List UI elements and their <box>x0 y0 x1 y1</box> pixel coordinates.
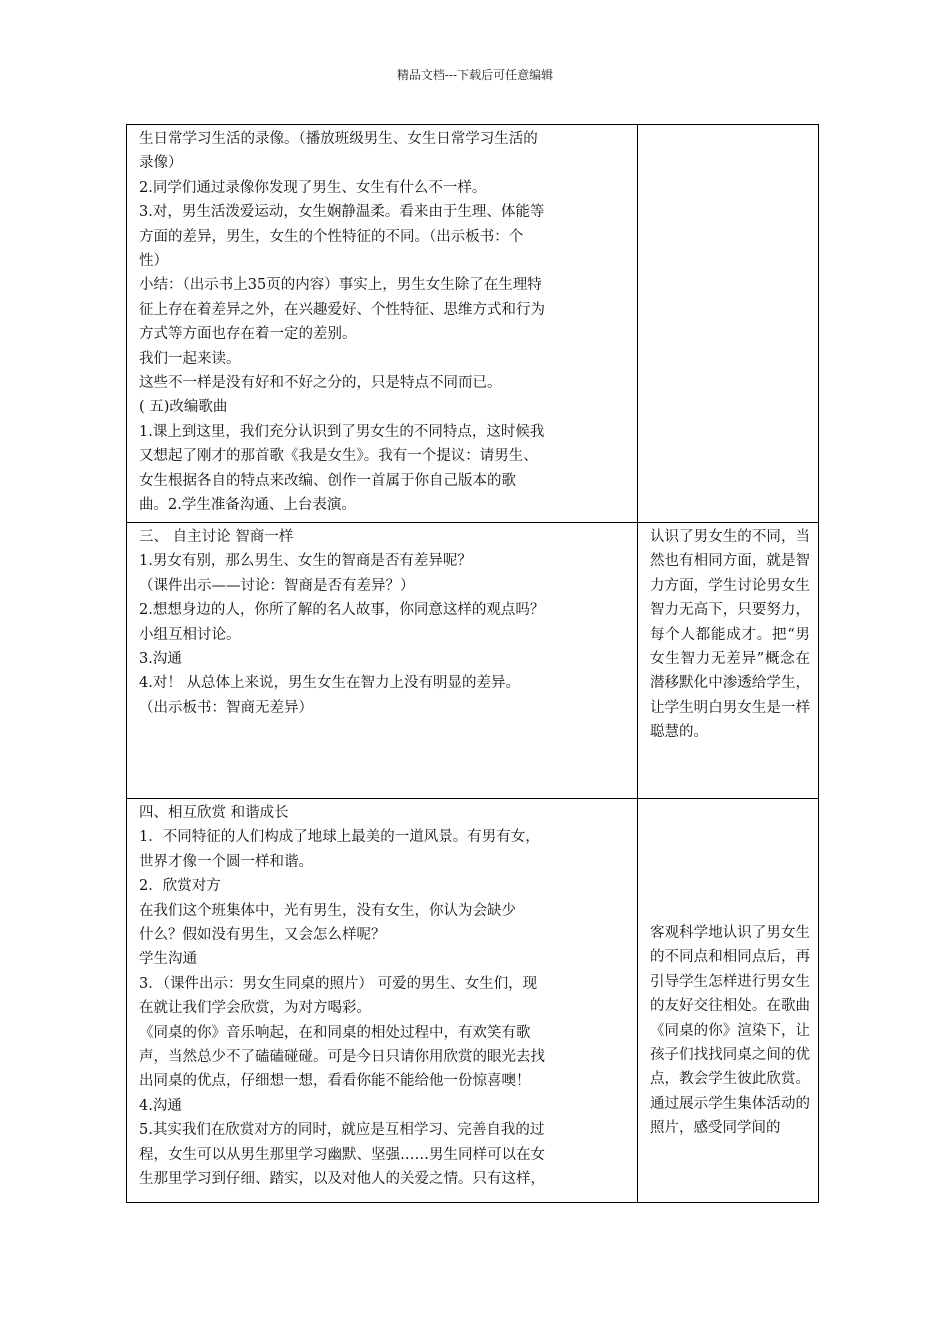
page-header: 精品文档---下载后可任意编辑 <box>396 68 554 82</box>
text-line: 征上存在着差异之外，在兴趣爱好、个性特征、思维方式和行为 <box>139 301 545 318</box>
cell-spacer <box>650 897 810 921</box>
text-line: 这些不一样是没有好和不好之分的，只是特点不同而已。 <box>139 375 502 392</box>
text-line: 女生根据各自的特点来改编、创作一首属于你自己版本的歌 <box>139 472 516 489</box>
text-line: 生日常学习生活的录像。（播放班级男生、女生日常学习生活的 <box>139 131 538 147</box>
text-line: 出同桌的优点，仔细想一想，看看你能不能给他一份惊喜噢！ <box>139 1073 531 1090</box>
lesson-plan-table <box>126 124 819 1203</box>
activity-cell <box>127 125 638 523</box>
text-line: 学生沟通 <box>139 951 197 968</box>
text-line: ( 五)改编歌曲 <box>139 399 228 416</box>
cell-spacer <box>650 825 810 849</box>
text-line: 《同桌的你》音乐响起，在和同桌的相处过程中，有欢笑有歌 <box>139 1024 531 1041</box>
text-line: 小组互相讨论。 <box>139 626 241 643</box>
text-line: 生那里学习到仔细、踏实，以及对他人的关爱之情。只有这样， <box>139 1171 545 1188</box>
section-heading: 四、相互欣赏 和谐成长 <box>139 805 289 821</box>
text-line: 4.沟通 <box>139 1097 182 1114</box>
text-line: 世界才像一个圆一样和谐。 <box>139 853 313 870</box>
text-line: 性） <box>139 253 168 270</box>
text-line: 在我们这个班集体中，光有男生，没有女生，你认为会缺少 <box>139 902 516 919</box>
text-line: 1.男女有别，那么男生、女生的智商是否有差异呢？ <box>139 553 472 570</box>
text-line: 又想起了刚才的那首歌《我是女生》。我有一个提议：请男生、 <box>139 448 538 465</box>
design-intent-cell <box>638 799 819 1203</box>
text-line: 1.课上到这里，我们充分认识到了男女生的不同特点，这时候我 <box>139 423 545 440</box>
table-row <box>127 125 819 523</box>
table-row <box>127 799 819 1203</box>
cell-spacer <box>650 849 810 873</box>
cell-spacer <box>650 873 810 897</box>
activity-cell <box>127 799 638 1203</box>
text-line: 3.沟通 <box>139 651 182 668</box>
text-line: 2.想想身边的人，你所了解的名人故事，你同意这样的观点吗？ <box>139 602 545 619</box>
text-line: 声，当然总少不了磕磕碰碰。可是今日只请你用欣赏的眼光去找 <box>139 1049 545 1066</box>
section-heading: 三、 自主讨论 智商一样 <box>139 529 294 545</box>
text-line: 2.同学们通过录像你发现了男生、女生有什么不一样。 <box>139 179 487 196</box>
text-line: （出示板书：智商无差异） <box>139 699 313 716</box>
text-line: 4.对！ 从总体上来说，男生女生在智力上没有明显的差异。 <box>139 675 520 692</box>
text-line: 我们一起来读。 <box>139 350 241 367</box>
design-intent-text: 客观科学地认识了男女生的不同点和相同点后，再引导学生怎样进行男女生的友好交往相处。在歌曲《同桌的你》渲染下，让孩子们找找同桌之间的优点，教会学生彼此欣赏。通过展示学生集体活动的照片，感受同学间的 <box>650 925 810 1137</box>
text-line: 1．不同特征的人们构成了地球上最美的一道风景。有男有女， <box>139 829 540 846</box>
text-line: 曲。2.学生准备沟通、上台表演。 <box>139 497 356 514</box>
text-line: 3.对，男生活泼爱运动，女生娴静温柔。看来由于生理、体能等 <box>139 204 545 221</box>
activity-cell <box>127 523 638 799</box>
text-line: 5.其实我们在欣赏对方的同时，就应是互相学习、完善自我的过 <box>139 1122 545 1139</box>
design-intent-cell <box>638 125 819 523</box>
text-line: 小结：（出示书上35页的内容）事实上，男生女生除了在生理特 <box>139 277 542 294</box>
table-row <box>127 523 819 799</box>
text-line: 2．欣赏对方 <box>139 878 221 895</box>
cell-spacer <box>650 801 810 825</box>
design-intent-cell: 认识了男女生的不同，当然也有相同方面，就是智力方面，学生讨论男女生智力无高下，只要努力，每个人都能成才。把“男女生智力无差异”概念在潜移默化中渗透给学生，让学生明白男女生是一样聪慧的。 <box>638 523 819 799</box>
text-line: 程，女生可以从男生那里学习幽默、坚强……男生同样可以在女 <box>139 1146 545 1163</box>
text-line: 在就让我们学会欣赏，为对方喝彩。 <box>139 1000 371 1017</box>
text-line: （课件出示——讨论：智商是否有差异？） <box>139 577 415 594</box>
text-line: 什么？假如没有男生，又会怎么样呢？ <box>139 927 386 944</box>
text-line: 方式等方面也存在着一定的差别。 <box>139 326 357 343</box>
text-line: 3．（课件出示：男女生同桌的照片） 可爱的男生、女生们，现 <box>139 975 538 992</box>
text-line: 方面的差异，男生，女生的个性特征的不同。（出示板书：个 <box>139 228 524 245</box>
text-line: 录像） <box>139 155 183 172</box>
